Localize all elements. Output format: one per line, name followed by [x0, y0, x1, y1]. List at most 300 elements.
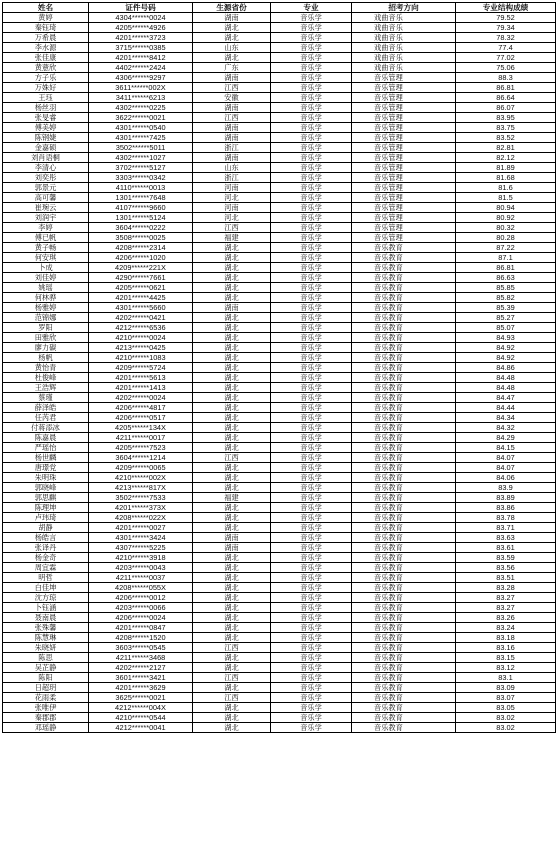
major-cell: 音乐学: [271, 423, 352, 433]
direction-cell: 音乐管理: [352, 103, 456, 113]
direction-cell: 音乐教育: [352, 533, 456, 543]
score-cell: 84.07: [456, 463, 556, 473]
direction-cell: 音乐管理: [352, 193, 456, 203]
id-number-cell: 4212******004X: [89, 703, 193, 713]
province-cell: 福建: [193, 493, 271, 503]
table-row: [3, 693, 556, 703]
score-cell: 83.61: [456, 543, 556, 553]
table-row: [3, 453, 556, 463]
score-cell: 82.12: [456, 153, 556, 163]
name-cell: 卢玮琦: [3, 513, 89, 523]
score-cell: 86.81: [456, 83, 556, 93]
province-cell: 湖南: [193, 73, 271, 83]
major-cell: 音乐学: [271, 43, 352, 53]
score-cell: 86.64: [456, 93, 556, 103]
major-cell: 音乐学: [271, 623, 352, 633]
table-row: [3, 663, 556, 673]
score-cell: 83.75: [456, 123, 556, 133]
major-cell: 音乐学: [271, 513, 352, 523]
id-number-cell: 4205******134X: [89, 423, 193, 433]
table-row: [3, 613, 556, 623]
id-number-cell: 4205******4926: [89, 23, 193, 33]
id-number-cell: 4110******0013: [89, 183, 193, 193]
id-number-cell: 3411******6213: [89, 93, 193, 103]
name-cell: 任芮君: [3, 413, 89, 423]
major-cell: 音乐学: [271, 393, 352, 403]
major-cell: 音乐学: [271, 103, 352, 113]
id-number-cell: 4210******0544: [89, 713, 193, 723]
direction-cell: 音乐管理: [352, 233, 456, 243]
name-cell: 范锦娜: [3, 313, 89, 323]
id-number-cell: 4201******373X: [89, 503, 193, 513]
province-cell: 湖北: [193, 663, 271, 673]
major-cell: 音乐学: [271, 123, 352, 133]
province-cell: 湖北: [193, 573, 271, 583]
major-cell: 音乐学: [271, 523, 352, 533]
score-cell: 83.27: [456, 593, 556, 603]
score-cell: 83.15: [456, 653, 556, 663]
province-cell: 湖北: [193, 653, 271, 663]
table-row: [3, 63, 556, 73]
table-row: [3, 353, 556, 363]
table-row: [3, 73, 556, 83]
direction-cell: 音乐管理: [352, 163, 456, 173]
direction-cell: 音乐管理: [352, 203, 456, 213]
name-cell: 朱晓妍: [3, 643, 89, 653]
major-cell: 音乐学: [271, 333, 352, 343]
id-number-cell: 4206******1020: [89, 253, 193, 263]
name-cell: 沈方琼: [3, 593, 89, 603]
score-cell: 79.34: [456, 23, 556, 33]
name-cell: 刘佳婷: [3, 273, 89, 283]
table-row: [3, 83, 556, 93]
score-cell: 83.63: [456, 533, 556, 543]
direction-cell: 音乐管理: [352, 173, 456, 183]
direction-cell: 音乐教育: [352, 583, 456, 593]
table-row: [3, 143, 556, 153]
direction-cell: 音乐教育: [352, 563, 456, 573]
province-cell: 湖北: [193, 413, 271, 423]
id-number-cell: 4301******0540: [89, 123, 193, 133]
name-cell: 吴芷静: [3, 663, 89, 673]
major-cell: 音乐学: [271, 533, 352, 543]
id-number-cell: 3611******002X: [89, 83, 193, 93]
id-number-cell: 4202******0024: [89, 393, 193, 403]
id-number-cell: 3604******1214: [89, 453, 193, 463]
score-cell: 83.02: [456, 713, 556, 723]
score-cell: 84.44: [456, 403, 556, 413]
direction-cell: 音乐教育: [352, 393, 456, 403]
direction-cell: 戏曲音乐: [352, 53, 456, 63]
id-number-cell: 4212******6536: [89, 323, 193, 333]
name-cell: 日超玥: [3, 683, 89, 693]
province-cell: 湖北: [193, 403, 271, 413]
direction-cell: 音乐教育: [352, 623, 456, 633]
id-number-cell: 4201******8412: [89, 53, 193, 63]
province-cell: 浙江: [193, 143, 271, 153]
score-cell: 83.51: [456, 573, 556, 583]
header-score: 专业结构成绩: [456, 3, 556, 13]
name-cell: 张旻睿: [3, 113, 89, 123]
score-cell: 83.59: [456, 553, 556, 563]
id-number-cell: 4304******0024: [89, 13, 193, 23]
header-name: 姓名: [3, 3, 89, 13]
score-cell: 81.6: [456, 183, 556, 193]
major-cell: 音乐学: [271, 213, 352, 223]
id-number-cell: 3603******0545: [89, 643, 193, 653]
id-number-cell: 4213******817X: [89, 483, 193, 493]
major-cell: 音乐学: [271, 303, 352, 313]
name-cell: 郭景元: [3, 183, 89, 193]
name-cell: 张唯伊: [3, 703, 89, 713]
major-cell: 音乐学: [271, 713, 352, 723]
province-cell: 湖北: [193, 623, 271, 633]
table-row: [3, 193, 556, 203]
direction-cell: 音乐教育: [352, 543, 456, 553]
id-number-cell: 4206******0024: [89, 613, 193, 623]
major-cell: 音乐学: [271, 23, 352, 33]
id-number-cell: 3303******0342: [89, 173, 193, 183]
table-row: [3, 283, 556, 293]
score-cell: 84.93: [456, 333, 556, 343]
direction-cell: 戏曲音乐: [352, 43, 456, 53]
table-row: [3, 243, 556, 253]
major-cell: 音乐学: [271, 273, 352, 283]
province-cell: 湖北: [193, 273, 271, 283]
table-row: [3, 703, 556, 713]
direction-cell: 音乐教育: [352, 473, 456, 483]
score-cell: 84.32: [456, 423, 556, 433]
major-cell: 音乐学: [271, 403, 352, 413]
id-number-cell: 3604******0222: [89, 223, 193, 233]
name-cell: 付蒋添冰: [3, 423, 89, 433]
name-cell: 秦钰琦: [3, 23, 89, 33]
score-cell: 84.34: [456, 413, 556, 423]
score-cell: 84.47: [456, 393, 556, 403]
major-cell: 音乐学: [271, 163, 352, 173]
table-row: [3, 563, 556, 573]
province-cell: 江西: [193, 113, 271, 123]
id-number-cell: 4306******9297: [89, 73, 193, 83]
id-number-cell: 4201******3723: [89, 33, 193, 43]
name-cell: 傅已帆: [3, 233, 89, 243]
name-cell: 田雅欣: [3, 333, 89, 343]
direction-cell: 音乐教育: [352, 433, 456, 443]
direction-cell: 音乐教育: [352, 493, 456, 503]
name-cell: 郭思麒: [3, 493, 89, 503]
major-cell: 音乐学: [271, 73, 352, 83]
score-cell: 83.89: [456, 493, 556, 503]
score-cell: 84.15: [456, 443, 556, 453]
table-row: [3, 123, 556, 133]
table-row: [3, 393, 556, 403]
direction-cell: 音乐教育: [352, 663, 456, 673]
table-row: [3, 263, 556, 273]
id-number-cell: 4209******0065: [89, 463, 193, 473]
table-row: [3, 293, 556, 303]
name-cell: 高可馨: [3, 193, 89, 203]
direction-cell: 音乐教育: [352, 343, 456, 353]
score-cell: 83.27: [456, 603, 556, 613]
id-number-cell: 3702******5127: [89, 163, 193, 173]
table-row: [3, 173, 556, 183]
score-cell: 87.1: [456, 253, 556, 263]
major-cell: 音乐学: [271, 283, 352, 293]
major-cell: 音乐学: [271, 173, 352, 183]
province-cell: 湖北: [193, 323, 271, 333]
major-cell: 音乐学: [271, 203, 352, 213]
table-row: [3, 383, 556, 393]
id-number-cell: 4213******0425: [89, 343, 193, 353]
table-row: [3, 543, 556, 553]
major-cell: 音乐学: [271, 503, 352, 513]
major-cell: 音乐学: [271, 673, 352, 683]
direction-cell: 音乐教育: [352, 333, 456, 343]
id-number-cell: 4209******5724: [89, 363, 193, 373]
score-cell: 87.22: [456, 243, 556, 253]
major-cell: 音乐学: [271, 233, 352, 243]
id-number-cell: 4208******2314: [89, 243, 193, 253]
direction-cell: 音乐管理: [352, 133, 456, 143]
table-row: [3, 493, 556, 503]
table-row: [3, 503, 556, 513]
table-row: [3, 273, 556, 283]
direction-cell: 音乐管理: [352, 223, 456, 233]
score-cell: 85.82: [456, 293, 556, 303]
score-cell: 83.02: [456, 723, 556, 733]
province-cell: 湖南: [193, 533, 271, 543]
province-cell: 湖北: [193, 283, 271, 293]
id-number-cell: 3622******0021: [89, 113, 193, 123]
major-cell: 音乐学: [271, 563, 352, 573]
direction-cell: 音乐教育: [352, 513, 456, 523]
province-cell: 江西: [193, 223, 271, 233]
direction-cell: 音乐教育: [352, 373, 456, 383]
province-cell: 湖南: [193, 123, 271, 133]
score-cell: 75.06: [456, 63, 556, 73]
table-row: [3, 23, 556, 33]
id-number-cell: 4307******5225: [89, 543, 193, 553]
table-row: [3, 643, 556, 653]
id-number-cell: 4202******2127: [89, 663, 193, 673]
province-cell: 湖北: [193, 313, 271, 323]
table-row: [3, 13, 556, 23]
score-cell: 84.48: [456, 383, 556, 393]
id-number-cell: 4212******0041: [89, 723, 193, 733]
province-cell: 江西: [193, 693, 271, 703]
major-cell: 音乐学: [271, 453, 352, 463]
name-cell: 卜钰涵: [3, 603, 89, 613]
major-cell: 音乐学: [271, 153, 352, 163]
province-cell: 湖北: [193, 483, 271, 493]
table-row: [3, 43, 556, 53]
table-row: [3, 483, 556, 493]
id-number-cell: 4208******022X: [89, 513, 193, 523]
name-cell: 杨世麟: [3, 453, 89, 463]
province-cell: 湖北: [193, 723, 271, 733]
province-cell: 河北: [193, 213, 271, 223]
major-cell: 音乐学: [271, 343, 352, 353]
major-cell: 音乐学: [271, 63, 352, 73]
score-cell: 81.5: [456, 193, 556, 203]
direction-cell: 音乐管理: [352, 143, 456, 153]
name-cell: 何林骅: [3, 293, 89, 303]
score-cell: 83.28: [456, 583, 556, 593]
name-cell: 黄子畅: [3, 243, 89, 253]
table-row: [3, 473, 556, 483]
score-cell: 85.07: [456, 323, 556, 333]
major-cell: 音乐学: [271, 383, 352, 393]
major-cell: 音乐学: [271, 483, 352, 493]
name-cell: 秦郡郡: [3, 713, 89, 723]
score-cell: 80.92: [456, 213, 556, 223]
major-cell: 音乐学: [271, 493, 352, 503]
direction-cell: 音乐管理: [352, 73, 456, 83]
table-row: [3, 713, 556, 723]
score-cell: 84.86: [456, 363, 556, 373]
table-row: [3, 233, 556, 243]
direction-cell: 音乐教育: [352, 453, 456, 463]
direction-cell: 音乐教育: [352, 293, 456, 303]
major-cell: 音乐学: [271, 703, 352, 713]
province-cell: 湖北: [193, 53, 271, 63]
name-cell: 刘润宇: [3, 213, 89, 223]
table-row: [3, 593, 556, 603]
name-cell: 杨金奇: [3, 553, 89, 563]
id-number-cell: 4201******0027: [89, 523, 193, 533]
score-cell: 83.1: [456, 673, 556, 683]
province-cell: 湖北: [193, 683, 271, 693]
name-cell: 陈嘉晨: [3, 433, 89, 443]
score-cell: 83.78: [456, 513, 556, 523]
major-cell: 音乐学: [271, 133, 352, 143]
major-cell: 音乐学: [271, 373, 352, 383]
direction-cell: 音乐教育: [352, 503, 456, 513]
score-cell: 83.56: [456, 563, 556, 573]
score-cell: 81.68: [456, 173, 556, 183]
province-cell: 浙江: [193, 173, 271, 183]
direction-cell: 音乐教育: [352, 523, 456, 533]
province-cell: 安徽: [193, 93, 271, 103]
direction-cell: 音乐管理: [352, 183, 456, 193]
score-cell: 84.92: [456, 343, 556, 353]
province-cell: 湖北: [193, 433, 271, 443]
province-cell: 湖北: [193, 33, 271, 43]
table-row: [3, 163, 556, 173]
major-cell: 音乐学: [271, 683, 352, 693]
name-cell: 卜成: [3, 263, 89, 273]
name-cell: 杨帆: [3, 353, 89, 363]
major-cell: 音乐学: [271, 293, 352, 303]
major-cell: 音乐学: [271, 583, 352, 593]
direction-cell: 音乐教育: [352, 703, 456, 713]
direction-cell: 戏曲音乐: [352, 23, 456, 33]
id-number-cell: 4205******7523: [89, 443, 193, 453]
id-number-cell: 4201******5613: [89, 373, 193, 383]
table-body: [3, 13, 556, 733]
province-cell: 江西: [193, 453, 271, 463]
direction-cell: 戏曲音乐: [352, 63, 456, 73]
major-cell: 音乐学: [271, 93, 352, 103]
name-cell: 陈思: [3, 653, 89, 663]
table-row: [3, 423, 556, 433]
province-cell: 湖北: [193, 553, 271, 563]
direction-cell: 音乐管理: [352, 83, 456, 93]
name-cell: 王珏: [3, 93, 89, 103]
province-cell: 湖南: [193, 133, 271, 143]
id-number-cell: 4202******0421: [89, 313, 193, 323]
direction-cell: 音乐教育: [352, 593, 456, 603]
name-cell: 陈慧琳: [3, 633, 89, 643]
table-row: [3, 53, 556, 63]
id-number-cell: 4302******1027: [89, 153, 193, 163]
province-cell: 江西: [193, 643, 271, 653]
name-cell: 崔琬云: [3, 203, 89, 213]
major-cell: 音乐学: [271, 573, 352, 583]
table-row: [3, 103, 556, 113]
province-cell: 湖南: [193, 103, 271, 113]
direction-cell: 音乐管理: [352, 123, 456, 133]
direction-cell: 音乐管理: [352, 153, 456, 163]
name-cell: 聂南晨: [3, 613, 89, 623]
name-cell: 罗阳: [3, 323, 89, 333]
score-cell: 86.63: [456, 273, 556, 283]
table-row: [3, 33, 556, 43]
major-cell: 音乐学: [271, 243, 352, 253]
id-number-cell: 4208******1520: [89, 633, 193, 643]
province-cell: 湖北: [193, 463, 271, 473]
province-cell: 湖北: [193, 633, 271, 643]
direction-cell: 音乐教育: [352, 613, 456, 623]
province-cell: 湖北: [193, 583, 271, 593]
name-cell: 郭晓峰: [3, 483, 89, 493]
table-row: [3, 653, 556, 663]
id-number-cell: 4210******002X: [89, 473, 193, 483]
direction-cell: 音乐教育: [352, 633, 456, 643]
direction-cell: 音乐教育: [352, 323, 456, 333]
score-cell: 83.24: [456, 623, 556, 633]
score-cell: 88.3: [456, 73, 556, 83]
table-row: [3, 673, 556, 683]
id-number-cell: 4210******1083: [89, 353, 193, 363]
name-cell: 薛泽皓: [3, 403, 89, 413]
direction-cell: 音乐教育: [352, 443, 456, 453]
id-number-cell: 1301******7648: [89, 193, 193, 203]
major-cell: 音乐学: [271, 353, 352, 363]
major-cell: 音乐学: [271, 253, 352, 263]
score-cell: 84.07: [456, 453, 556, 463]
direction-cell: 音乐教育: [352, 483, 456, 493]
direction-cell: 音乐教育: [352, 713, 456, 723]
table-row: [3, 223, 556, 233]
province-cell: 湖北: [193, 23, 271, 33]
direction-cell: 音乐教育: [352, 463, 456, 473]
score-cell: 80.32: [456, 223, 556, 233]
score-cell: 84.92: [456, 353, 556, 363]
id-number-cell: 4201******3629: [89, 683, 193, 693]
province-cell: 湖北: [193, 333, 271, 343]
id-number-cell: 4201******0847: [89, 623, 193, 633]
major-cell: 音乐学: [271, 113, 352, 123]
id-number-cell: 4201******1413: [89, 383, 193, 393]
direction-cell: 音乐教育: [352, 603, 456, 613]
major-cell: 音乐学: [271, 53, 352, 63]
id-number-cell: 4301******7425: [89, 133, 193, 143]
direction-cell: 音乐教育: [352, 383, 456, 393]
major-cell: 音乐学: [271, 653, 352, 663]
table-row: [3, 93, 556, 103]
direction-cell: 音乐管理: [352, 93, 456, 103]
